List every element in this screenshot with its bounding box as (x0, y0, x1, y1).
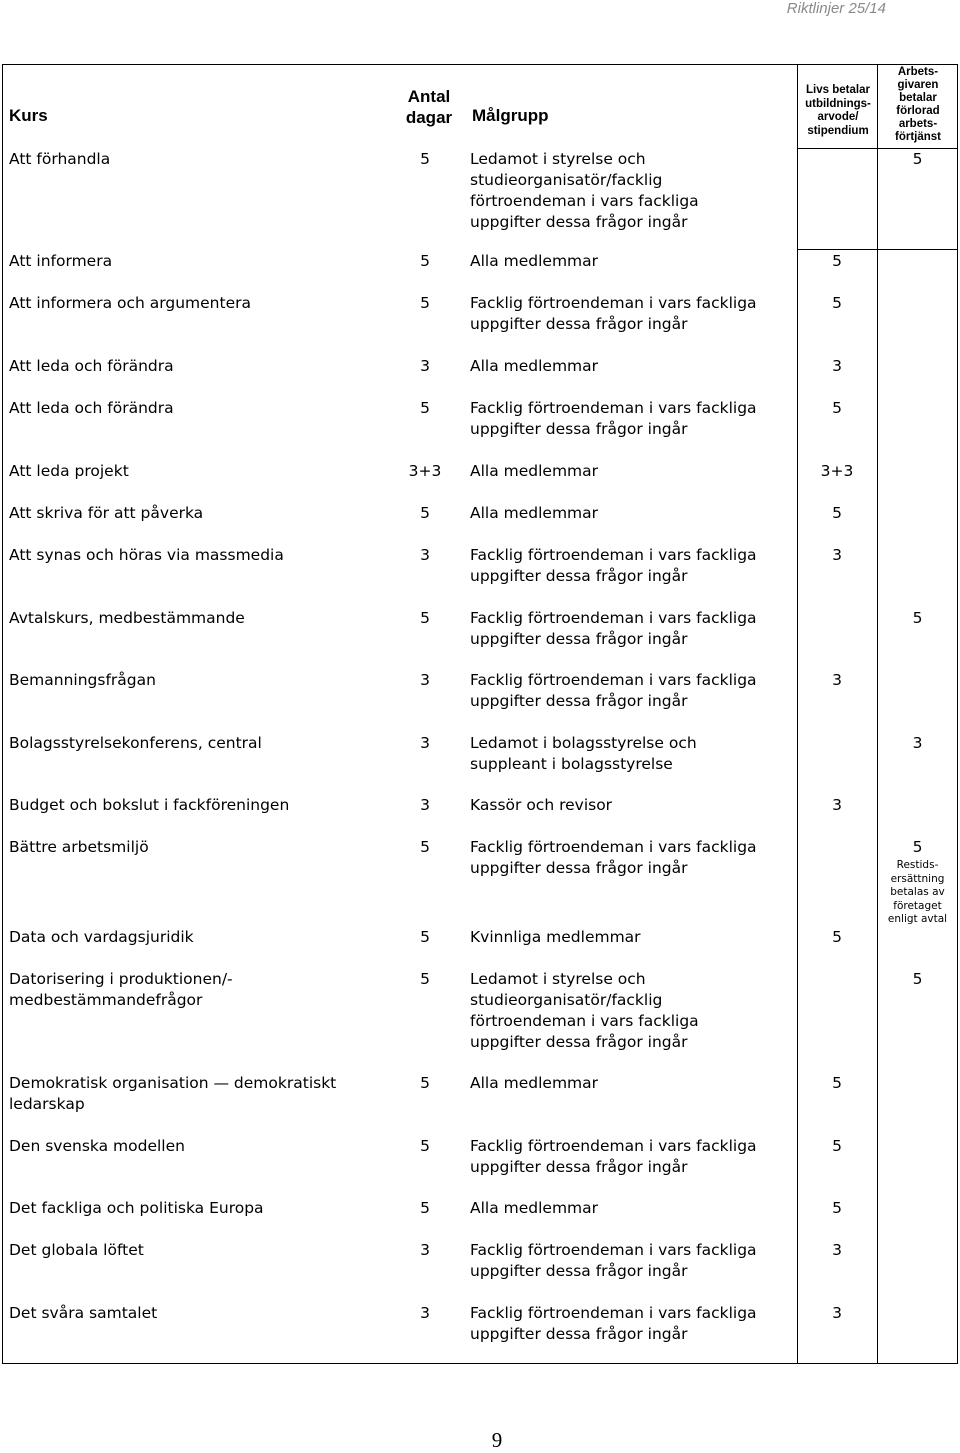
livs-value: 5 (832, 1199, 842, 1217)
course-name: Demokratisk organisation — demokratiskt (9, 1074, 337, 1092)
course-name: Bemanningsfrågan (9, 671, 156, 689)
target-group: Facklig förtroendeman i vars fackliga (470, 294, 757, 312)
livs-value: 3 (832, 357, 842, 375)
target-group: Facklig förtroendeman i vars fackliga (470, 671, 757, 689)
arbetsgivaren-note: betalas av (890, 886, 945, 898)
course-name: ledarskap (9, 1095, 85, 1113)
header-livs-betalar: Livs betalar utbildnings- arvode/ stipendium (805, 84, 871, 137)
target-group: uppgifter dessa frågor ingår (470, 630, 688, 648)
course-days: 3 (420, 796, 430, 814)
livs-value: 5 (832, 1137, 842, 1155)
arbetsgivaren-note: Restids- (896, 859, 939, 871)
course-days: 5 (420, 294, 430, 312)
course-days: 5 (420, 1074, 430, 1092)
target-group: Facklig förtroendeman i vars fackliga (470, 399, 757, 417)
target-group: Kassör och revisor (470, 796, 613, 814)
course-name: Bättre arbetsmiljö (9, 838, 149, 856)
course-days: 5 (420, 609, 430, 627)
course-days: 3 (420, 546, 430, 564)
target-group: uppgifter dessa frågor ingår (470, 1325, 688, 1343)
course-days: 5 (420, 970, 430, 988)
target-group: suppleant i bolagsstyrelse (470, 755, 673, 773)
livs-value: 3+3 (820, 462, 854, 480)
arbetsgivaren-value: 5 (912, 838, 923, 856)
target-group: Facklig förtroendeman i vars fackliga (470, 609, 757, 627)
target-group: uppgifter dessa frågor ingår (470, 692, 688, 710)
livs-value: 5 (832, 1074, 842, 1092)
livs-value: 3 (832, 671, 842, 689)
arbetsgivaren-note: ersättning (890, 872, 945, 885)
target-group: Facklig förtroendeman i vars fackliga (470, 1137, 757, 1155)
livs-value: 5 (832, 252, 842, 270)
course-name: Att informera (9, 252, 113, 270)
target-group: Alla medlemmar (470, 252, 599, 270)
livs-value: 5 (832, 928, 842, 946)
arbetsgivaren-note: företaget (893, 899, 942, 912)
course-name: Bolagsstyrelsekonferens, central (9, 734, 262, 752)
target-group: Ledamot i styrelse och (470, 150, 646, 168)
livs-value: 3 (832, 796, 842, 814)
course-days: 3+3 (408, 462, 442, 480)
course-days: 5 (420, 1137, 430, 1155)
page-header: Riktlinjer 25/14 (786, 0, 886, 17)
course-name: Att förhandla (9, 150, 111, 168)
course-name: Data och vardagsjuridik (9, 928, 194, 946)
course-name: Det globala löftet (9, 1241, 144, 1259)
header-arbetsgivaren-betalar: Arbets- givaren betalar förlorad arbets- förtjänst (895, 66, 941, 143)
course-name: Det fackliga och politiska Europa (9, 1199, 264, 1217)
livs-value: 3 (832, 1304, 842, 1322)
target-group: Kvinnliga medlemmar (470, 928, 641, 946)
livs-value: 5 (832, 399, 842, 417)
header-malgrupp: Målgrupp (472, 106, 549, 125)
target-group: studieorganisatör/facklig (470, 991, 663, 1009)
target-group: uppgifter dessa frågor ingår (470, 1262, 688, 1280)
course-days: 3 (420, 1304, 430, 1322)
target-group: förtroendeman i vars fackliga (470, 192, 699, 210)
arbetsgivaren-value: 5 (912, 970, 923, 988)
target-group: Alla medlemmar (470, 462, 599, 480)
course-name: Att leda projekt (9, 462, 129, 480)
target-group: Alla medlemmar (470, 1199, 599, 1217)
course-name: medbestämmandefrågor (9, 991, 203, 1009)
target-group: uppgifter dessa frågor ingår (470, 420, 688, 438)
course-days: 5 (420, 150, 430, 168)
target-group: Facklig förtroendeman i vars fackliga (470, 1241, 757, 1259)
header-antal-dagar: Antal dagar (405, 87, 453, 127)
target-group: Alla medlemmar (470, 1074, 599, 1092)
course-days: 3 (420, 734, 430, 752)
course-days: 3 (420, 671, 430, 689)
target-group: uppgifter dessa frågor ingår (470, 859, 688, 877)
course-name: Att skriva för att påverka (9, 504, 204, 522)
course-name: Att leda och förändra (9, 399, 174, 417)
course-days: 3 (420, 357, 430, 375)
page-number: 9 (491, 1428, 503, 1452)
course-days: 5 (420, 928, 430, 946)
target-group: uppgifter dessa frågor ingår (470, 567, 688, 585)
course-days: 3 (420, 1241, 430, 1259)
course-days: 5 (420, 399, 430, 417)
header-kurs: Kurs (9, 106, 48, 125)
target-group: uppgifter dessa frågor ingår (470, 1158, 688, 1176)
target-group: Ledamot i styrelse och (470, 970, 646, 988)
arbetsgivaren-value: 5 (912, 609, 923, 627)
target-group: uppgifter dessa frågor ingår (470, 315, 688, 333)
course-name: Den svenska modellen (9, 1137, 185, 1155)
course-days: 5 (420, 838, 430, 856)
course-days: 5 (420, 504, 430, 522)
arbetsgivaren-value: 5 (912, 150, 923, 168)
target-group: Facklig förtroendeman i vars fackliga (470, 1304, 757, 1322)
livs-value: 3 (832, 546, 842, 564)
course-name: Att informera och argumentera (9, 294, 251, 312)
livs-value: 3 (832, 1241, 842, 1259)
course-name: Budget och bokslut i fackföreningen (9, 796, 290, 814)
livs-value: 5 (832, 294, 842, 312)
target-group: förtroendeman i vars fackliga (470, 1012, 699, 1030)
course-name: Att leda och förändra (9, 357, 174, 375)
course-name: Att synas och höras via massmedia (9, 546, 284, 564)
target-group: Facklig förtroendeman i vars fackliga (470, 546, 757, 564)
target-group: uppgifter dessa frågor ingår (470, 1033, 688, 1051)
course-name: Det svåra samtalet (9, 1304, 158, 1322)
course-name: Avtalskurs, medbestämmande (9, 609, 245, 627)
target-group: Alla medlemmar (470, 504, 599, 522)
course-days: 5 (420, 252, 430, 270)
arbetsgivaren-note: enligt avtal (887, 913, 948, 925)
livs-value: 5 (832, 504, 842, 522)
target-group: studieorganisatör/facklig (470, 171, 663, 189)
target-group: Alla medlemmar (470, 357, 599, 375)
arbetsgivaren-value: 3 (912, 734, 923, 752)
target-group: Facklig förtroendeman i vars fackliga (470, 838, 757, 856)
course-name: Datorisering i produktionen/- (9, 970, 233, 988)
target-group: uppgifter dessa frågor ingår (470, 213, 688, 231)
target-group: Ledamot i bolagsstyrelse och (470, 734, 697, 752)
course-days: 5 (420, 1199, 430, 1217)
